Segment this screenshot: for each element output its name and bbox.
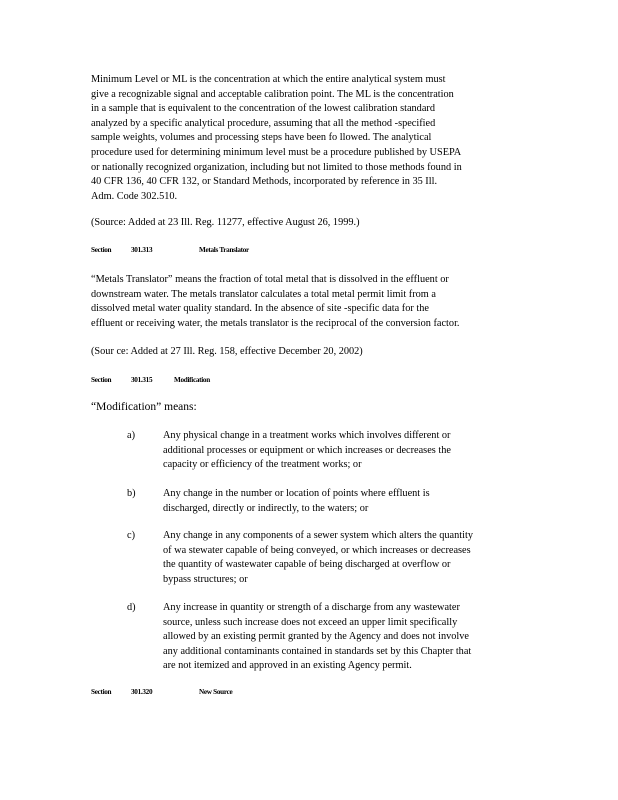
text-line: Any physical change in a treatment works which involves different or [163, 430, 451, 441]
text-line: “Metals Translator” means the fraction of total metal that is dissolved in the effluent or [91, 274, 449, 285]
section-title: Modification [174, 376, 210, 384]
text-line: give a recognizable signal and acceptable calibration point. The ML is the concentration [91, 88, 454, 100]
minimum-level-paragraph [91, 73, 531, 204]
item-text [163, 601, 531, 674]
text-line: effluent or receiving water, the metals translator is the reciprocal of the conversion factor. [91, 317, 460, 329]
section-title: New Source [199, 688, 233, 696]
section-title: Metals Translator [199, 246, 249, 254]
text-line: analyzed by a specific analytical procedure, assuming that all the method -specified [91, 117, 436, 129]
text-line: in a sample that is equivalent to the concentration of the lowest calibration standard [91, 103, 435, 115]
section-label: Section [91, 246, 112, 254]
text-line: allowed by an existing permit granted by the Agency and does not involve [163, 631, 469, 643]
text-line: downstream water. The metals translator calculates a total metal permit limit from a [91, 288, 436, 300]
section-number: 301.313 [131, 246, 153, 254]
text-line: bypass structures; or [163, 573, 248, 585]
item-label: c) [127, 530, 135, 541]
section-label: Section [91, 688, 112, 696]
text-line: Adm. Code 302.510. [91, 190, 178, 202]
text-line: procedure used for determining minimum level must be a procedure published by USEPA [91, 146, 462, 158]
text-line: any additional contaminants contained in standards set by this Chapter that [163, 645, 472, 657]
text-line: or nationally recognized organization, including but not limited to those methods found in [91, 161, 462, 173]
item-text [163, 487, 531, 516]
text-line: Any change in any components of a sewer system which alters the quantity [163, 530, 473, 541]
source-note [91, 216, 531, 231]
item-label: d) [127, 602, 136, 613]
source-text: (Source: Added at 23 Ill. Reg. 11277, effective August 26, 1999.) [91, 217, 360, 228]
item-text [163, 429, 531, 473]
section-number: 301.315 [131, 376, 153, 384]
source-note [91, 345, 531, 360]
text-line: 40 CFR 136, 40 CFR 132, or Standard Methods, incorporated by reference in 35 Ill. [91, 176, 438, 188]
text-line: Minimum Level or ML is the concentration at which the entire analytical system must [91, 74, 446, 85]
text-line: Any increase in quantity or strength of a discharge from any wastewater [163, 602, 460, 613]
item-text [163, 529, 531, 587]
text-line: Any change in the number or location of points where effluent is [163, 488, 430, 499]
text-line: additional processes or equipment or which increases or decreases the [163, 444, 451, 456]
item-label: a) [127, 430, 135, 441]
text-line: dissolved metal water quality standard. In the absence of site -specific data for the [91, 303, 429, 315]
item-label: b) [127, 488, 136, 499]
section-label: Section [91, 376, 112, 384]
source-text: (Sour ce: Added at 27 Ill. Reg. 158, effective December 20, 2002) [91, 346, 363, 357]
text-line: source, unless such increase does not exceed an upper limit specifically [163, 616, 458, 628]
section-number: 301.320 [131, 688, 153, 696]
text-line: the quantity of wastewater capable of being discharged at overflow or [163, 559, 451, 571]
modification-intro: “Modification” means: [91, 401, 197, 413]
text-line: capacity or efficiency of the treatment works; or [163, 459, 362, 471]
text-line: are not itemized and approved in an existing Agency permit. [163, 660, 412, 672]
text-line: discharged, directly or indirectly, to the waters; or [163, 502, 369, 514]
text-line: sample weights, volumes and processing steps have been fo llowed. The analytical [91, 132, 432, 144]
metals-translator-paragraph [91, 273, 531, 331]
text-line: of wa stewater capable of being conveyed, or which increases or decreases [163, 544, 471, 556]
